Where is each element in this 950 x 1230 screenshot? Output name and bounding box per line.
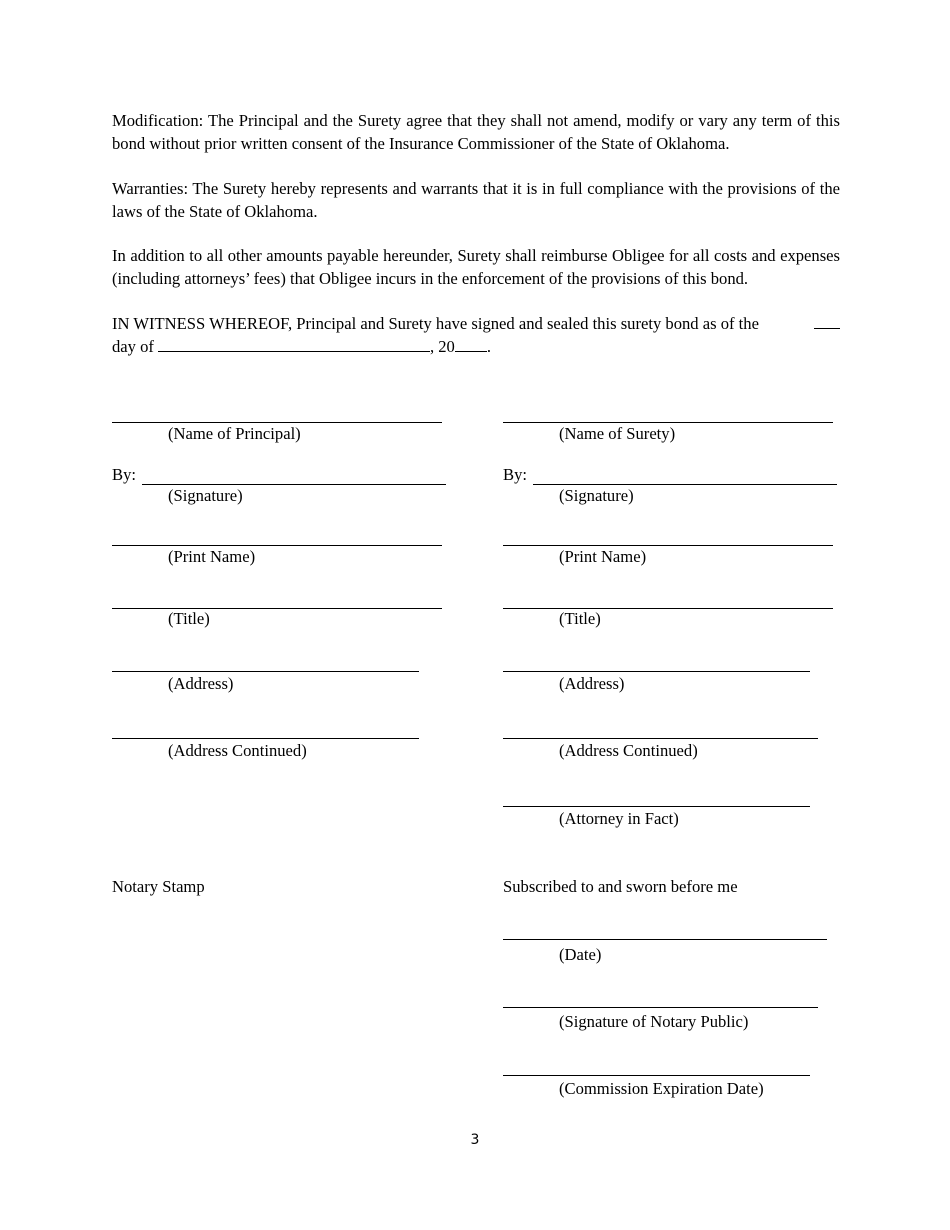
surety-signature-line[interactable] [533,484,837,485]
notary-stamp-label: Notary Stamp [112,877,205,896]
surety-attorney-label: (Attorney in Fact) [559,809,679,828]
witness-line-2 [112,336,840,359]
principal-address-continued-label: (Address Continued) [168,741,307,760]
surety-title-line[interactable] [503,608,833,609]
notary-signature-line[interactable] [503,1007,818,1008]
surety-address-line[interactable] [503,671,810,672]
surety-by-label: By: [503,465,527,484]
principal-title-label: (Title) [168,609,210,628]
principal-title-line[interactable] [112,608,442,609]
principal-name-line[interactable] [112,422,442,423]
witness-day-of: day of [112,336,154,356]
witness-end: . [486,336,491,356]
notary-date-line[interactable] [503,939,827,940]
surety-name-label: (Name of Surety) [559,424,676,443]
principal-address-line[interactable] [112,671,419,672]
surety-address-continued-line[interactable] [503,738,818,739]
surety-print-name-line[interactable] [503,545,833,546]
principal-address-continued-line[interactable] [112,738,419,739]
witness-day-blank[interactable] [814,314,840,329]
modification-paragraph: Modification: The Principal and the Surety agree that they shall not amend, modify or vary any term of this bond without prior written consent of the Insurance Commissioner of the State of Oklahoma. [112,111,840,153]
principal-signature-label: (Signature) [168,486,243,505]
surety-print-name-label: (Print Name) [559,547,647,566]
warranties-paragraph: Warranties: The Surety hereby represents and warrants that it is in full compliance with the provisions of the laws of the State of Oklahoma. [112,179,840,221]
witness-line-1 [112,313,840,336]
reimbursement-paragraph: In addition to all other amounts payable hereunder, Surety shall reimburse Obligee for all costs and expenses (including attorneys’ fees) that Obligee incurs in the enforcement of the provisions of this bond. [112,246,840,288]
surety-title-label: (Title) [559,609,601,628]
principal-by-label: By: [112,465,136,484]
principal-name-label: (Name of Principal) [168,424,301,443]
witness-prefix: IN WITNESS WHEREOF, Principal and Surety have signed and sealed this surety bond as of the [112,314,759,333]
principal-print-name-line[interactable] [112,545,442,546]
notary-date-label: (Date) [559,945,602,964]
page-number: 3 [470,1132,480,1148]
surety-name-line[interactable] [503,422,833,423]
principal-signature-line[interactable] [142,484,446,485]
witness-paragraph [112,313,840,358]
principal-print-name-label: (Print Name) [168,547,256,566]
witness-month-blank[interactable] [158,337,430,352]
surety-signature-label: (Signature) [559,486,634,505]
surety-address-continued-label: (Address Continued) [559,741,698,760]
witness-year-prefix: , 20 [429,336,455,356]
surety-address-label: (Address) [559,674,625,693]
surety-attorney-line[interactable] [503,806,810,807]
witness-year-blank[interactable] [455,337,487,352]
notary-expiration-line[interactable] [503,1075,810,1076]
notary-expiration-label: (Commission Expiration Date) [559,1079,764,1098]
notary-sworn-label: Subscribed to and sworn before me [503,877,738,896]
notary-signature-label: (Signature of Notary Public) [559,1012,749,1031]
principal-address-label: (Address) [168,674,234,693]
